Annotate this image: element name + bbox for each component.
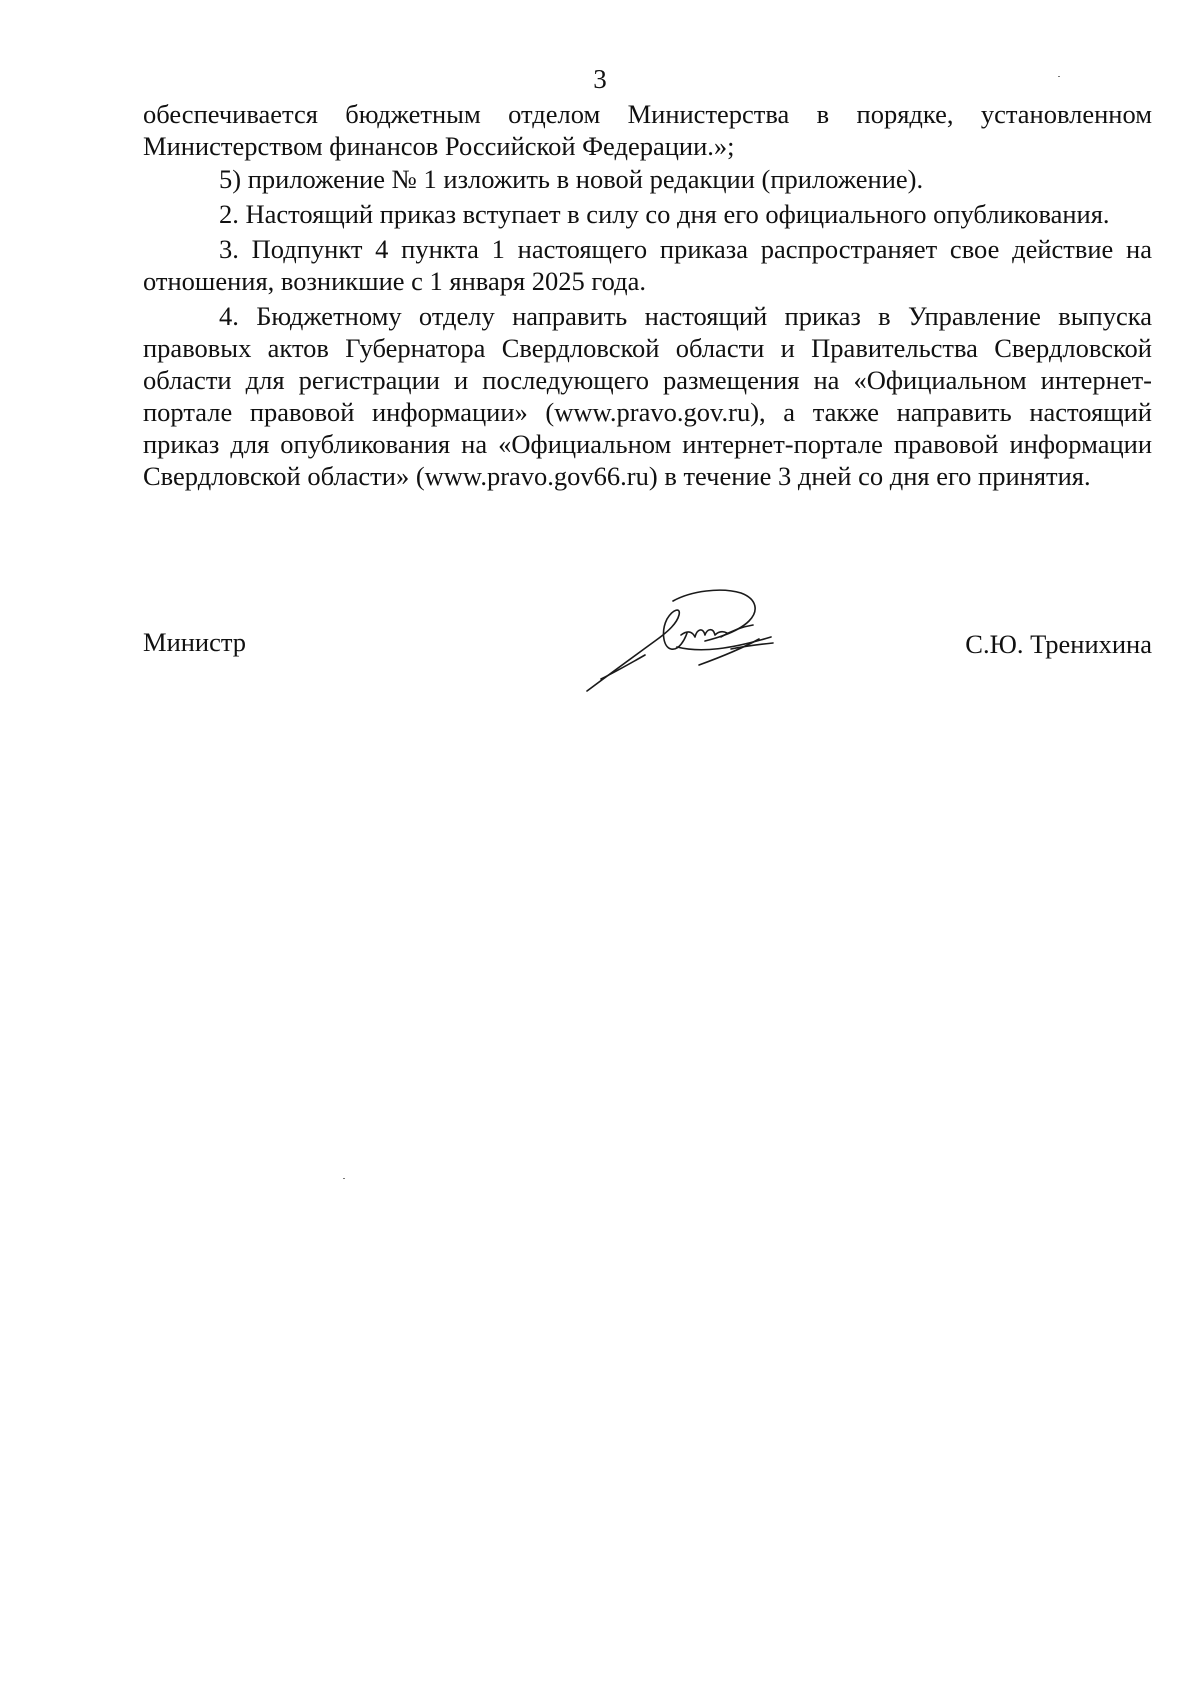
signature-block <box>143 575 1152 695</box>
handwritten-signature <box>581 587 781 697</box>
scan-artifact <box>343 1178 345 1179</box>
signatory-position: Министр <box>143 627 247 657</box>
signatory-name: С.Ю. Тренихина <box>965 629 1152 659</box>
paragraph-item-5: 5) приложение № 1 изложить в новой редакции (приложение). <box>219 164 924 194</box>
paragraph-continuation: обеспечивается бюджетным отделом Министерства в порядке, установленном Министерством финансов Российской Федерации.»; <box>143 99 1152 161</box>
paragraph-clause-4: 4. Бюджетному отделу направить настоящий приказ в Управление выпуска правовых актов Губернатора Свердловской области и Правительства Свердловской области для регистрации и последующего размещения на «Официальном интернет-портале правовой информации» (www.pravo.gov.ru), а также направить настоящий приказ для опубликования на «Официальном интернет-портале правовой информации Свердловской области» (www.pravo.gov66.ru) в течение 3 дней со дня его принятия. <box>143 301 1152 491</box>
paragraph-clause-3: 3. Подпункт 4 пункта 1 настоящего приказа распространяет свое действие на отношения, возникшие с 1 января 2025 года. <box>143 234 1152 296</box>
paragraph-clause-2: 2. Настоящий приказ вступает в силу со дня его официального опубликования. <box>219 199 1110 229</box>
scan-artifact <box>1058 76 1060 77</box>
document-body <box>143 98 1152 492</box>
page-number: 3 <box>593 64 607 94</box>
